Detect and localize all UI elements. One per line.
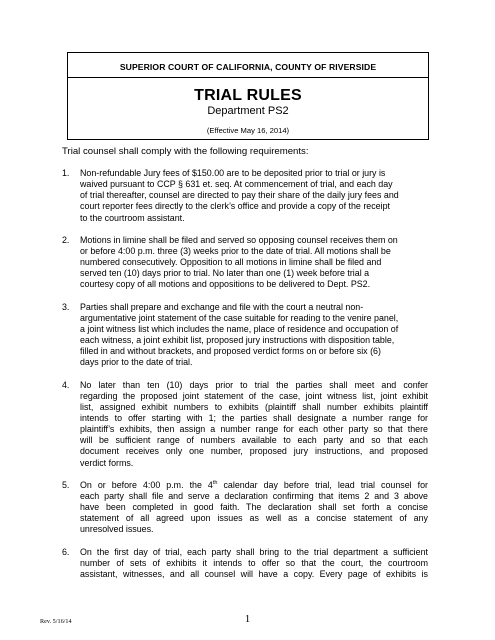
title-box-divider	[68, 77, 428, 78]
rule-line: courtesy copy of all motions and oppositions to be delivered to Dept. PS2.	[80, 279, 371, 290]
rule-line: On the first day of trial, each party shall bring to the trial department a sufficient	[80, 546, 428, 557]
department-subtitle: Department PS2	[207, 105, 289, 117]
rule-number: 6.	[62, 546, 70, 557]
rule-line: numbered consecutively. Opposition to all motions in limine shall be filed and	[80, 257, 382, 268]
rule-line: have been completed in good faith. The declaration shall set forth a concise	[80, 502, 428, 513]
court-name: SUPERIOR COURT OF CALIFORNIA, COUNTY OF RIVERSIDE	[119, 62, 377, 72]
rule-text	[80, 302, 428, 369]
rule-number: 1.	[62, 168, 70, 178]
rule-line: intends to offer starting with 1; the parties shall designate a number range for	[80, 412, 428, 423]
rule-text	[80, 480, 428, 536]
rule-line: each party shall file and serve a declaration confirming that items 2 and 3 above	[80, 490, 428, 501]
rule-5	[62, 480, 452, 536]
rule-line: document receives only one number, proposed jury instructions, and proposed	[80, 446, 428, 457]
rule-line: list, assigned exhibit numbers to exhibits (plaintiff shall number exhibits plaintiff	[80, 401, 428, 412]
rule-4	[62, 380, 452, 469]
document-title: TRIAL RULES	[194, 87, 302, 104]
rules-list	[62, 168, 452, 591]
title-box	[67, 52, 429, 140]
rule-line: Motions in limine shall be filed and served so opposing counsel receives them on	[80, 234, 398, 245]
rule-2	[62, 235, 452, 291]
rule-line: Non-refundable Jury fees of $150.00 are to be deposited prior to trial or jury is	[80, 168, 386, 178]
rule-line	[80, 480, 428, 491]
rule-line: to the courtroom assistant.	[80, 212, 185, 223]
rule-line: will be sufficient range of numbers available to each party and so that each	[80, 435, 428, 446]
revision-date: Rev. 5/16/14	[40, 618, 72, 625]
rule-text-fragment: On or before 4:00 p.m. the 4	[80, 479, 213, 490]
rule-line: argumentative joint statement of the case suitable for reading to the venire panel,	[80, 312, 399, 323]
rule-line: regarding the proposed joint statement of the case, joint witness list, joint exhibit	[80, 390, 428, 401]
rule-text	[80, 168, 428, 224]
ordinal-suffix: th	[212, 479, 218, 486]
rule-line: each witness, a joint exhibit list, proposed jury instructions with disposition table,	[80, 335, 395, 346]
rule-number: 4.	[62, 379, 70, 390]
rule-1	[62, 168, 452, 224]
intro-paragraph: Trial counsel shall comply with the following requirements:	[62, 146, 309, 157]
rule-number: 3.	[62, 301, 70, 312]
rule-line: filled in and without brackets, and proposed verdict forms on or before six (6)	[80, 346, 381, 357]
rule-text-fragment: calendar day before trial, lead trial counsel for	[217, 479, 428, 490]
rule-number: 2.	[62, 234, 70, 245]
rule-line: No later than ten (10) days prior to trial the parties shall meet and confer	[80, 379, 428, 390]
rule-3	[62, 302, 452, 369]
rule-line: a joint witness list which includes the name, place of residence and occupation of	[80, 323, 399, 334]
rule-line: served ten (10) days prior to trial. No later than one (1) week before trial a	[80, 268, 370, 279]
rule-line: plaintiff’s exhibits, then assign a number range for each other party so that there	[80, 424, 428, 435]
rule-line: court reporter fees directly to the clerk’s office and provide a copy of the receipt	[80, 201, 390, 212]
rule-line: waived pursuant to CCP § 631 et. seq. At commencement of trial, and each day	[80, 179, 393, 190]
rule-line: statement of all agreed upon issues as well as a concise statement of any	[80, 513, 428, 524]
rule-line: of trial thereafter, counsel are directed to pay their share of the daily jury fees and	[80, 190, 399, 201]
rule-line: or before 4:00 p.m. three (3) weeks prior to the date of trial. All motions shall be	[80, 245, 391, 256]
rule-text	[80, 380, 428, 469]
rule-line: days prior to the date of trial.	[80, 357, 193, 368]
rule-line: verdict forms.	[80, 457, 134, 468]
page-number: 1	[244, 613, 251, 625]
rule-line: unresolved issues.	[80, 524, 154, 535]
rule-text	[80, 235, 428, 291]
rule-text	[80, 547, 428, 580]
rule-6	[62, 547, 452, 580]
rule-number: 5.	[62, 479, 70, 490]
rule-line: number of sets of exhibits it intends to offer so that the court, the courtroom	[80, 557, 428, 568]
rule-line: Parties shall prepare and exchange and file with the court a neutral non-	[80, 301, 364, 312]
rule-line: assistant, witnesses, and all counsel will have a copy. Every page of exhibits is	[80, 568, 428, 579]
effective-date: (Effective May 16, 2014)	[206, 126, 290, 135]
